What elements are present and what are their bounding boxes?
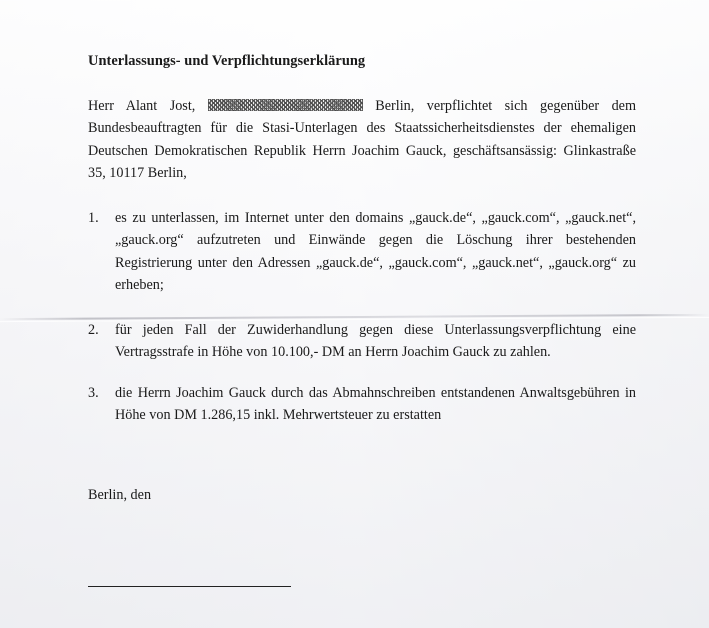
list-item <box>88 382 636 427</box>
document-title: Unterlassungs- und Verpflichtungserklärung <box>88 53 366 69</box>
redacted-address <box>208 99 363 111</box>
signature-line <box>88 586 291 587</box>
intro-text-end: Berlin, verpflichtet sich gegenüber dem Bundesbeauftragten für die Stasi-Unterlagen des Staatssicherheitsdienstes der ehemaligen Deutschen Demokratischen Republik Herrn Joachim Gauck, geschäftsansässig: Glinkastraße 35, 10117 Berlin, <box>88 97 636 181</box>
list-item-number: 2. <box>88 321 99 338</box>
obligations-list <box>88 207 636 427</box>
list-item <box>88 319 636 364</box>
list-item-text: die Herrn Joachim Gauck durch das Abmahnschreiben entstandenen Anwaltsgebühren in Höhe von DM 1.286,15 inkl. Mehrwertsteuer zu erstatten <box>115 384 636 423</box>
list-item-number: 3. <box>88 384 99 401</box>
list-item-text: es zu unterlassen, im Internet unter den domains „gauck.de“, „gauck.com“, „gauck.net“, „gauck.org“ aufzutreten und Einwände gegen die Löschung ihrer bestehenden Registrierung unter den Adressen „gauck.de“, „gauck.com“, „gauck.net“, „gauck.org“ zu erheben; <box>115 209 636 293</box>
intro-paragraph <box>88 95 636 185</box>
list-item <box>88 207 636 297</box>
intro-text-start: Herr Alant Jost, <box>88 97 208 114</box>
place-date-line: Berlin, den <box>88 487 152 503</box>
list-item-number: 1. <box>88 209 99 226</box>
document-body <box>88 50 636 503</box>
list-item-text: für jeden Fall der Zuwiderhandlung gegen diese Unterlassungsverpflichtung eine Vertragsstrafe in Höhe von 10.100,- DM an Herrn Joachim Gauck zu zahlen. <box>115 321 636 360</box>
